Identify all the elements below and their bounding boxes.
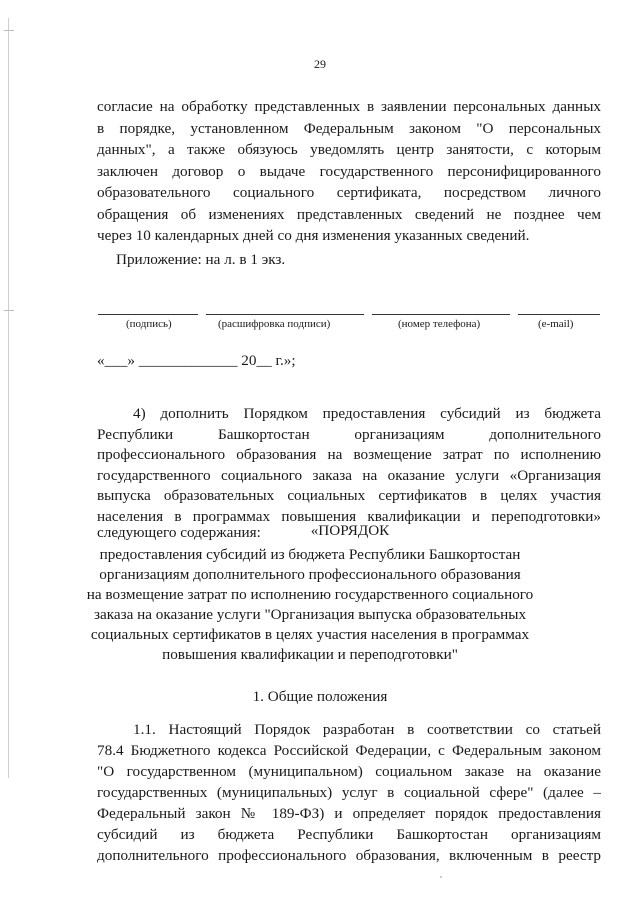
email-caption: (e-mail) (538, 318, 574, 330)
decoding-caption: (расшифровка подписи) (218, 318, 331, 330)
section-line: государственных (муниципальных) услуг в социальной сфере" (далее – (97, 784, 601, 801)
intro-line: согласие на обработку представленных в заявлении персональных данных (97, 98, 601, 115)
item4-line: выпуска образовательных социальных сертификатов в целях участия (97, 487, 601, 504)
scan-speck (440, 876, 442, 878)
section-line: 1.1. Настоящий Порядок разработан в соответствии со статьей (133, 721, 601, 738)
intro-line: данных", а также обязуюсь уведомлять центр занятости, с которым (97, 141, 601, 158)
section-line: 78.4 Бюджетного кодекса Российской Федерации, с Федеральным законом (97, 742, 601, 759)
attachment-line: Приложение: на л. в 1 экз. (116, 251, 286, 268)
order-subtitle-line: предоставления субсидий из бюджета Республики Башкортостан (99, 546, 521, 563)
order-subtitle-line: заказа на оказание услуги "Организация выпуска образовательных (93, 606, 527, 623)
scan-margin-tick (4, 30, 14, 31)
item4-line: государственного социального заказа на оказание услуги «Организация (97, 467, 601, 484)
phone-underline (372, 314, 510, 315)
date-line: «___» _____________ 20__ г.»; (97, 352, 296, 369)
intro-line: в порядке, установленном Федеральным законом "О персональных (97, 120, 601, 137)
signature-caption: (подпись) (126, 318, 172, 330)
order-subtitle-line: на возмещение затрат по исполнению государственного социального (86, 586, 534, 603)
section-line: субсидий из бюджета Республики Башкортостан организациям (97, 826, 601, 843)
intro-line: обращения об изменениях представленных сведений не позднее чем (97, 206, 601, 223)
section-line: "О государственном (муниципальном) социальном заказе на оказание (97, 763, 601, 780)
order-subtitle-line: организациям дополнительного профессионального образования (99, 566, 521, 583)
item4-line: населения в программах повышения квалификации и переподготовки» (97, 508, 601, 525)
item4-line: Республики Башкортостан организациям дополнительного (97, 426, 601, 443)
decoding-underline (206, 314, 364, 315)
section-line: дополнительного профессионального образования, включенным в реестр (97, 847, 601, 864)
signature-underline (98, 314, 198, 315)
email-underline (518, 314, 600, 315)
order-subtitle-line: социальных сертификатов в целях участия населения в программах (90, 626, 530, 643)
intro-last-line: через 10 календарных дней со дня изменения указанных сведений. (97, 227, 530, 244)
intro-line: образовательного социального сертификата, посредством личного (97, 184, 601, 201)
page-number: 29 (314, 57, 326, 71)
order-title: «ПОРЯДОК (310, 522, 390, 539)
phone-caption: (номер телефона) (398, 318, 481, 330)
scan-margin-tick (4, 310, 14, 311)
item4-last-line: следующего содержания: (97, 524, 261, 541)
scan-margin-line (8, 18, 9, 778)
order-subtitle-line: повышения квалификации и переподготовки" (162, 646, 458, 663)
section-heading: 1. Общие положения (252, 688, 388, 705)
item4-line: 4) дополнить Порядком предоставления субсидий из бюджета (133, 405, 601, 422)
item4-line: профессионального образования на возмещение затрат по исполнению (97, 446, 601, 463)
intro-line: заключен договор о выдаче государственного персонифицированного (97, 163, 601, 180)
section-line: Федеральный закон № 189-ФЗ) и определяет порядок предоставления (97, 805, 601, 822)
